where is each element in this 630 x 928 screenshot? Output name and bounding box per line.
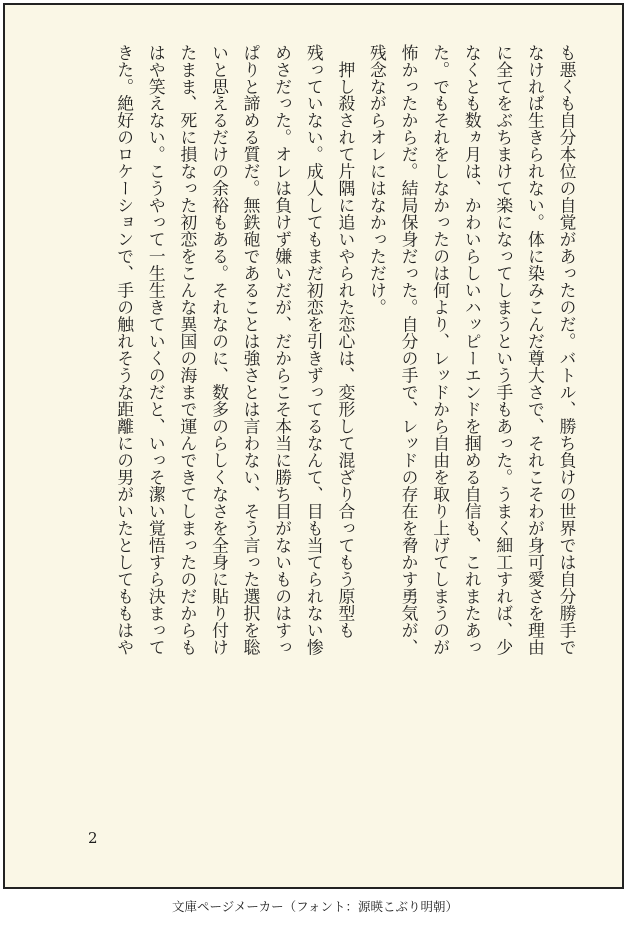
text-line: はや笑えない。こうやって一生生きていくのだと、いっそ潔い覚悟すら決まって	[146, 44, 167, 656]
text-line: たまま、死に損なった初恋をこんな異国の海まで運んできてしまったのだからも	[177, 44, 198, 656]
book-page	[3, 3, 624, 889]
caption: 文庫ページメーカー（フォント：源暎こぶり明朝）	[171, 899, 458, 914]
text-line: ぱりと諦める質だ。無鉄砲であることは強さとは言わない、そう言った選択を聡	[241, 44, 262, 656]
text-line: 残っていない。成人してもまだ初恋を引きずってるなんて、目も当てられない惨	[304, 44, 325, 656]
text-line: なければ生きられない。体に染みこんだ尊大さで、それこそわが身可愛さを理由	[525, 44, 546, 656]
text-line: めさだった。オレは負けず嫌いだが、だからこそ本当に勝ち目がないものはすっ	[272, 44, 293, 656]
text-line: も悪くも自分本位の自覚があったのだ。バトル、勝ち負けの世界では自分勝手で	[557, 44, 577, 656]
text-line: 残念ながらオレにはなかっただけ。	[367, 44, 388, 316]
vertical-text-body	[108, 44, 582, 786]
text-line: に全てをぶちまけて楽になってしまうという手もあった。うまく細工すれば、少	[493, 44, 514, 656]
text-line: なくとも数ヵ月は、かわいらしいハッピーエンドを掴める自信も、これまたあっ	[462, 44, 483, 656]
text-line: いと思えるだけの余裕もある。それなのに、数多のらしくなさを全身に貼り付け	[209, 44, 230, 656]
text-line: た。でもそれをしなかったのは何より、レッドから自由を取り上げてしまうのが	[430, 44, 451, 656]
text-line: 押し殺されて片隅に追いやられた恋心は、変形して混ざり合ってもう原型も	[335, 44, 356, 639]
text-line: きた。絶好のロケーションで、手の触れそうな距離にの男がいたとしてももはや	[114, 44, 135, 656]
text-line: 怖かったからだ。結局保身だった。自分の手で、レッドの存在を脅かす勇気が、	[399, 44, 420, 656]
page-number: 2	[88, 829, 98, 847]
